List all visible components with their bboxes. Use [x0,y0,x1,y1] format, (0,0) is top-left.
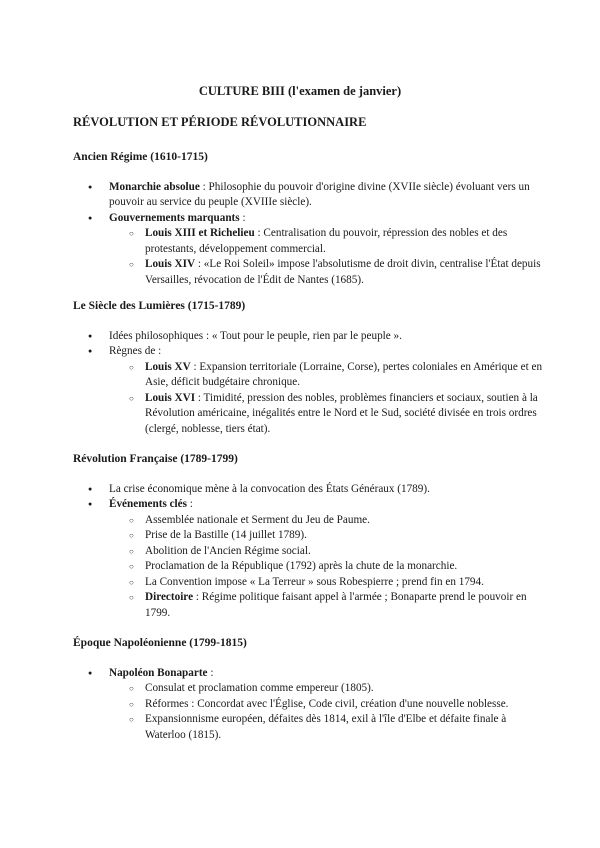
item-text: : [207,666,214,679]
item-text: Prise de la Bastille (14 juillet 1789). [145,529,307,541]
sub-list [73,681,543,743]
section-heading: Le Siècle des Lumières (1715-1789) [73,300,246,312]
list-item [73,482,543,498]
sub-list [73,226,543,288]
item-text: : [187,498,193,510]
item-text: Réformes : Concordat avec l'Église, Code civil, création d'une nouvelle noblesse. [145,697,509,710]
term: Louis XIII et Richelieu [145,227,255,239]
item-text: Règnes de : [109,345,162,357]
item-text: Proclamation de la République (1792) après la chute de la monarchie. [145,560,458,572]
item-text: Idées philosophiques : « Tout pour le peuple, rien par le peuple ». [109,329,402,342]
sub-item [73,575,543,591]
list-item [73,666,543,682]
sub-item [73,528,543,544]
term: Louis XIV [145,258,196,270]
item-text: Assemblée nationale et Serment du Jeu de Paume. [145,513,370,526]
list-item [73,180,543,211]
document-title: CULTURE BIII (l'examen de janvier) [198,84,402,98]
term: Louis XV [145,360,191,373]
item-text: : Régime politique faisant appel à l'armée ; Bonaparte prend le pouvoir en 1799. [145,591,527,619]
sub-item [73,544,543,560]
section-heading: Ancien Régime (1610-1715) [73,151,208,163]
list-item [73,497,543,513]
sub-item [73,391,543,438]
item-text: : Centralisation du pouvoir, répression des nobles et des protestants, développement commercial. [145,227,508,255]
sub-item [73,226,543,257]
term: Louis XVI [145,391,196,404]
item-text: Expansionnisme européen, défaites dès 1814, exil à l'île d'Elbe et défaite finale à Waterloo (1815). [145,713,507,741]
sub-item [73,257,543,288]
bullet-list [73,666,543,682]
list-item [73,211,543,227]
section-heading: Révolution Française (1789-1799) [73,453,238,465]
term: Directoire [145,591,194,603]
sub-item [73,681,543,697]
item-text: : Expansion territoriale (Lorraine, Corse), pertes coloniales en Amérique et en Asie, déficit budgétaire chronique. [145,360,543,388]
sub-item [73,590,543,621]
section-revolution [73,452,543,621]
item-text: : «Le Roi Soleil» impose l'absolutisme de droit divin, centralise l'État depuis Versailles, révocation de l'Édit de Nantes (1685). [145,258,541,286]
term: Événements clés [109,498,187,510]
item-text: La crise économique mène à la convocation des États Généraux (1789). [109,482,430,495]
section-heading: Époque Napoléonienne (1799-1815) [73,637,247,649]
item-text: : Philosophie du pouvoir d'origine divine (XVIIe siècle) évoluant vers un pouvoir au service du peuple (XVIIIe siècle). [109,180,530,208]
list-item [73,329,543,345]
section-ancien-regime [73,150,543,288]
section-napoleon [73,636,543,743]
bullet-list [73,329,543,360]
sub-item [73,513,543,529]
item-text: : Timidité, pression des nobles, problèmes financiers et sociaux, soutien à la Révolution américaine, inégalités entre le Nord et le Sud, société divisée en trois ordres (clergé, noblesse, tiers état). [145,391,538,435]
term: Gouvernements marquants [109,211,240,224]
item-text: Consulat et proclamation comme empereur (1805). [145,682,374,694]
item-text: La Convention impose « La Terreur » sous Robespierre ; prend fin en 1794. [145,575,484,588]
term: Monarchie absolue [109,180,200,193]
sub-item [73,697,543,713]
item-text: Abolition de l'Ancien Régime social. [145,544,311,557]
main-heading: RÉVOLUTION ET PÉRIODE RÉVOLUTIONNAIRE [73,115,367,129]
term: Napoléon Bonaparte [109,666,208,679]
sub-item [73,360,543,391]
list-item [73,344,543,360]
item-text: : [239,211,246,224]
sub-list [73,513,543,622]
sub-list [73,360,543,438]
section-lumieres [73,299,543,437]
sub-item [73,559,543,575]
sub-item [73,712,543,743]
bullet-list [73,180,543,227]
bullet-list [73,482,543,513]
